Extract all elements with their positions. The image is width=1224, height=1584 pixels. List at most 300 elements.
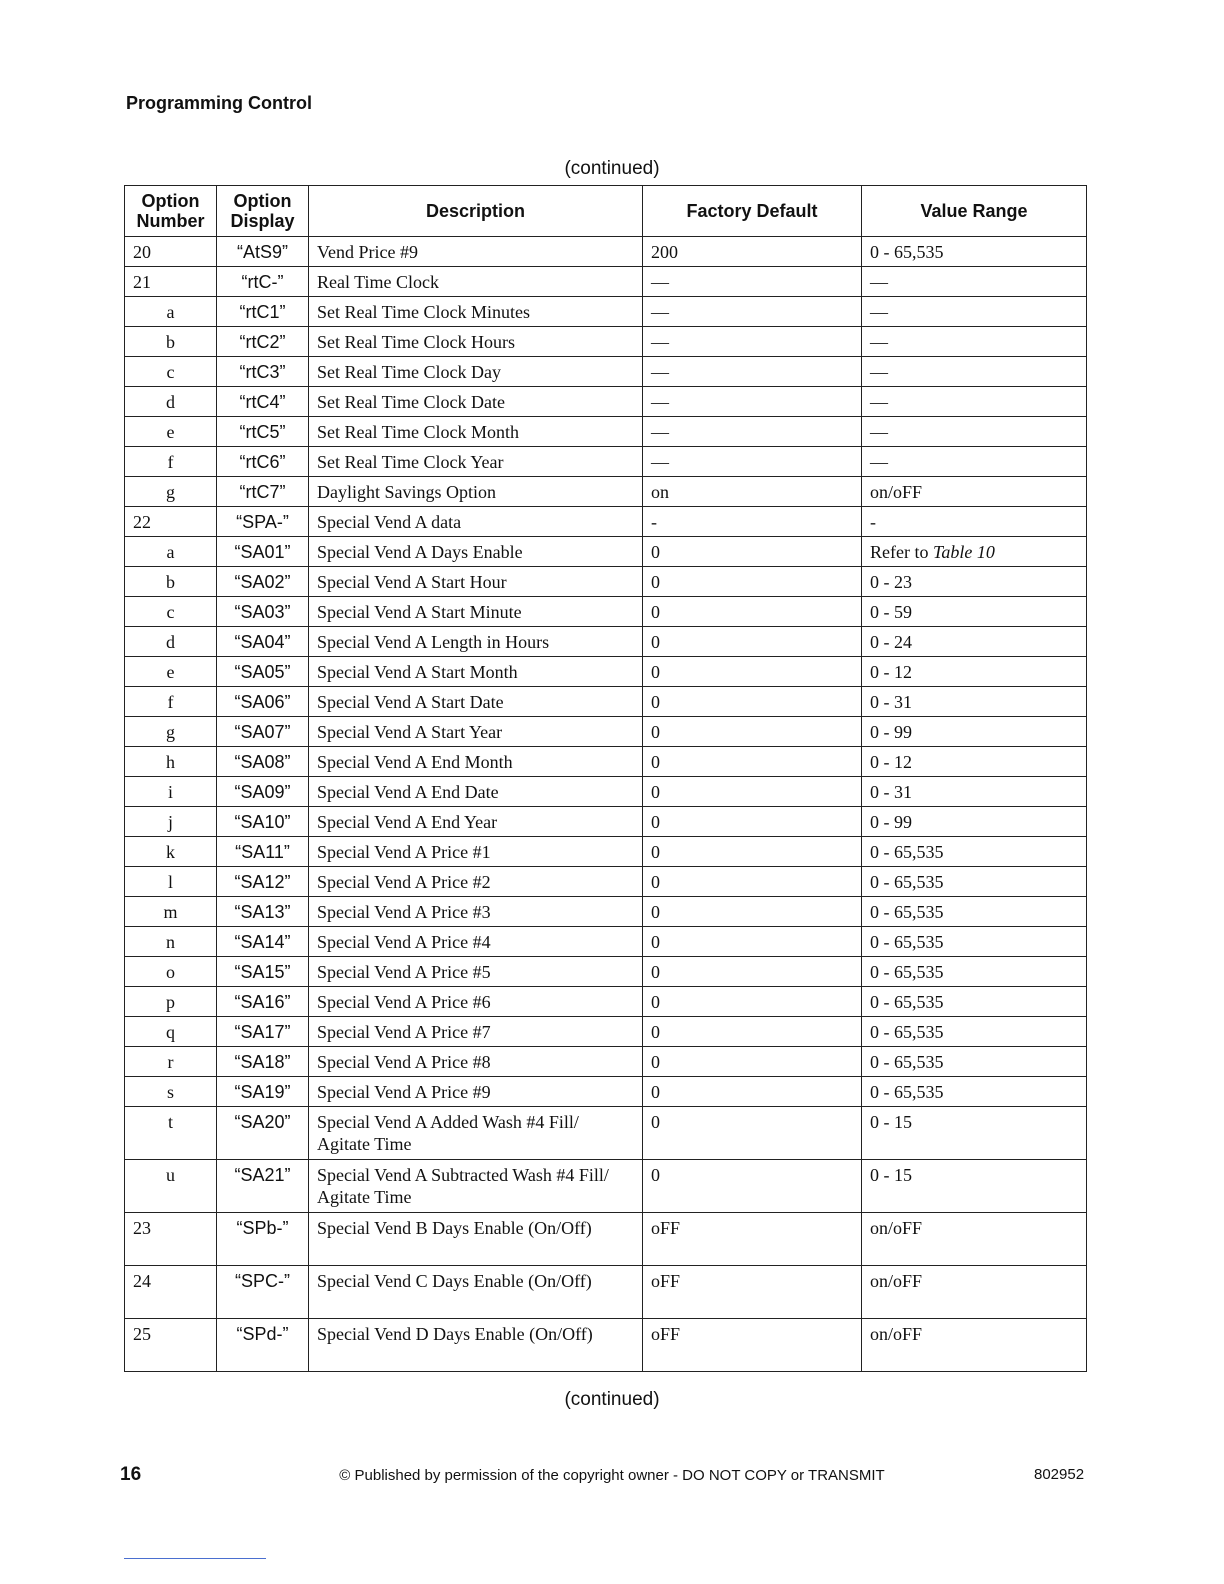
- table-row: [125, 1017, 1087, 1047]
- value-range-cell: [862, 267, 1087, 297]
- factory-default-cell: [643, 567, 862, 597]
- option-number-cell: [125, 957, 217, 987]
- factory-default-cell: [643, 687, 862, 717]
- option-display-cell-text: “rtC5”: [239, 422, 286, 442]
- description-cell-text: Set Real Time Clock Minutes: [317, 302, 531, 322]
- factory-default-cell-text: 0: [651, 722, 660, 742]
- description-cell: [309, 747, 643, 777]
- description-cell: [309, 357, 643, 387]
- table-row: [125, 627, 1087, 657]
- factory-default-cell-text: 0: [651, 572, 660, 592]
- option-display-cell-text: “SA16”: [234, 992, 291, 1012]
- option-display-cell-text: “SA11”: [235, 842, 290, 862]
- option-display-cell: [217, 597, 309, 627]
- factory-default-cell: [643, 1319, 862, 1372]
- value-range-cell-text: Refer to: [870, 542, 929, 562]
- description-cell-text: Vend Price #9: [317, 242, 418, 262]
- table-row: [125, 927, 1087, 957]
- table-row: [125, 477, 1087, 507]
- option-number-cell-text: m: [163, 902, 178, 922]
- value-range-cell-text: 0 - 65,535: [870, 992, 944, 1012]
- option-number-cell: [125, 747, 217, 777]
- factory-default-cell-text: 0: [651, 842, 660, 862]
- option-display-cell-text: “SA17”: [234, 1022, 291, 1042]
- description-cell-text: Set Real Time Clock Year: [317, 452, 504, 472]
- option-display-cell: [217, 267, 309, 297]
- option-number-cell: [125, 297, 217, 327]
- description-cell: [309, 717, 643, 747]
- value-range-cell: [862, 1017, 1087, 1047]
- value-range-cell: [862, 297, 1087, 327]
- option-display-cell-text: “rtC-”: [241, 272, 284, 292]
- description-cell: [309, 687, 643, 717]
- value-range-cell: [862, 747, 1087, 777]
- value-range-cell-text: —: [870, 362, 888, 382]
- option-number-cell-text: k: [166, 842, 175, 862]
- value-range-cell: [862, 837, 1087, 867]
- description-cell-text: Special Vend A Start Minute: [317, 602, 522, 622]
- description-cell-text: Special Vend A Days Enable: [317, 542, 523, 562]
- factory-default-cell-text: 0: [651, 782, 660, 802]
- option-number-cell-text: a: [166, 302, 175, 322]
- option-display-cell-text: “SA04”: [234, 632, 291, 652]
- description-cell: [309, 1213, 643, 1266]
- value-range-cell-text: on/oFF: [870, 482, 923, 502]
- factory-default-cell-text: —: [651, 452, 669, 472]
- description-cell-text: Special Vend A Start Month: [317, 662, 518, 682]
- option-number-cell-text: q: [166, 1022, 175, 1042]
- description-cell-text: Set Real Time Clock Month: [317, 422, 520, 442]
- value-range-cell: [862, 987, 1087, 1017]
- factory-default-cell-text: 0: [651, 1165, 660, 1185]
- value-range-cell-text: 0 - 15: [870, 1112, 912, 1132]
- factory-default-cell: [643, 357, 862, 387]
- description-cell: [309, 387, 643, 417]
- value-range-cell: [862, 597, 1087, 627]
- option-display-cell-text: “SA13”: [234, 902, 291, 922]
- table-row: [125, 1213, 1087, 1266]
- factory-default-cell-text: oFF: [651, 1218, 681, 1238]
- option-display-cell-text: “SPb-”: [236, 1218, 289, 1238]
- description-cell-text: Set Real Time Clock Day: [317, 362, 501, 382]
- value-range-cell: [862, 867, 1087, 897]
- factory-default-cell: [643, 1160, 862, 1213]
- factory-default-cell-text: —: [651, 392, 669, 412]
- description-cell: [309, 1107, 643, 1160]
- factory-default-cell-text: 0: [651, 692, 660, 712]
- option-number-cell: [125, 1077, 217, 1107]
- option-display-cell-text: “SPd-”: [236, 1324, 289, 1344]
- factory-default-cell-text: 0: [651, 902, 660, 922]
- factory-default-cell: [643, 297, 862, 327]
- table-row: [125, 867, 1087, 897]
- value-range-cell: [862, 657, 1087, 687]
- factory-default-cell: [643, 597, 862, 627]
- table-row: [125, 387, 1087, 417]
- option-number-cell-text: 25: [133, 1324, 151, 1344]
- factory-default-cell-text: oFF: [651, 1324, 681, 1344]
- option-number-cell-text: e: [166, 662, 175, 682]
- value-range-cell: [862, 447, 1087, 477]
- option-number-cell: [125, 537, 217, 567]
- factory-default-cell-text: 0: [651, 1082, 660, 1102]
- option-display-cell-text: “SA09”: [234, 782, 291, 802]
- option-number-cell-text: d: [166, 392, 175, 412]
- value-range-cell: [862, 687, 1087, 717]
- option-display-cell: [217, 237, 309, 267]
- option-display-cell: [217, 717, 309, 747]
- factory-default-cell-text: 0: [651, 872, 660, 892]
- table-row: [125, 687, 1087, 717]
- value-range-cell: [862, 1266, 1087, 1319]
- option-number-cell: [125, 327, 217, 357]
- value-range-cell: [862, 897, 1087, 927]
- option-display-cell-text: “SA01”: [234, 542, 291, 562]
- option-display-cell: [217, 537, 309, 567]
- value-range-cell: [862, 957, 1087, 987]
- option-number-cell: [125, 717, 217, 747]
- option-number-cell: [125, 657, 217, 687]
- value-range-cell-text: 0 - 23: [870, 572, 912, 592]
- option-display-cell: [217, 1160, 309, 1213]
- value-range-cell-text: 0 - 65,535: [870, 902, 944, 922]
- value-range-cell-text: 0 - 65,535: [870, 1052, 944, 1072]
- description-cell: [309, 1017, 643, 1047]
- option-display-cell-text: “SA05”: [234, 662, 291, 682]
- option-display-cell-text: “SA15”: [234, 962, 291, 982]
- option-display-cell: [217, 387, 309, 417]
- description-cell-text: Special Vend A Price #8: [317, 1052, 491, 1072]
- option-number-cell: [125, 1160, 217, 1213]
- factory-default-cell: [643, 627, 862, 657]
- description-cell: [309, 807, 643, 837]
- value-range-cell: [862, 357, 1087, 387]
- factory-default-cell-text: —: [651, 302, 669, 322]
- value-range-cell-text: 0 - 99: [870, 812, 912, 832]
- description-cell-text: Special Vend A End Year: [317, 812, 498, 832]
- option-display-cell: [217, 357, 309, 387]
- factory-default-cell-text: oFF: [651, 1271, 681, 1291]
- value-range-cell-text: 0 - 65,535: [870, 1082, 944, 1102]
- factory-default-cell-text: —: [651, 272, 669, 292]
- table-row: [125, 807, 1087, 837]
- description-cell-text: Special Vend D Days Enable (On/Off): [317, 1324, 593, 1344]
- description-cell-text: Special Vend A data: [317, 512, 462, 532]
- value-range-cell-text: 0 - 65,535: [870, 242, 944, 262]
- option-number-cell-text: g: [166, 482, 175, 502]
- option-display-cell-text: “SA07”: [234, 722, 291, 742]
- header-option-display: Option Display: [217, 186, 309, 237]
- option-number-cell-text: l: [167, 872, 173, 892]
- description-cell-text: Special Vend A Price #2: [317, 872, 491, 892]
- option-number-cell: [125, 687, 217, 717]
- option-number-cell-text: p: [166, 992, 175, 1012]
- table-row: [125, 567, 1087, 597]
- table-row: [125, 717, 1087, 747]
- value-range-cell: [862, 477, 1087, 507]
- value-range-cell: [862, 507, 1087, 537]
- value-range-cell-text: -: [870, 512, 876, 532]
- factory-default-cell-text: 0: [651, 812, 660, 832]
- factory-default-cell: [643, 987, 862, 1017]
- option-number-cell-text: f: [167, 692, 174, 712]
- factory-default-cell: [643, 387, 862, 417]
- continued-label-top: (continued): [564, 158, 660, 179]
- table-row: [125, 267, 1087, 297]
- factory-default-cell: [643, 747, 862, 777]
- description-cell-text: Special Vend A Subtracted Wash #4 Fill/ Agitate Time: [317, 1165, 609, 1207]
- page-edge-line: [124, 1558, 266, 1559]
- factory-default-cell-text: 0: [651, 1112, 660, 1132]
- factory-default-cell: [643, 327, 862, 357]
- option-display-cell-text: “SA19”: [234, 1082, 291, 1102]
- option-number-cell-text: b: [166, 572, 175, 592]
- option-display-cell: [217, 747, 309, 777]
- option-number-cell: [125, 1047, 217, 1077]
- factory-default-cell-text: 0: [651, 602, 660, 622]
- value-range-cell-text: 0 - 15: [870, 1165, 912, 1185]
- factory-default-cell-text: —: [651, 362, 669, 382]
- description-cell-text: Special Vend A Added Wash #4 Fill/ Agitate Time: [317, 1112, 579, 1154]
- option-number-cell-text: n: [166, 932, 175, 952]
- option-number-cell: [125, 627, 217, 657]
- option-number-cell-text: b: [166, 332, 175, 352]
- header-option-number: Option Number: [125, 186, 217, 237]
- value-range-cell: [862, 717, 1087, 747]
- value-range-cell-text: —: [870, 332, 888, 352]
- value-range-cell-text: 0 - 31: [870, 782, 912, 802]
- description-cell-text: Special Vend C Days Enable (On/Off): [317, 1271, 592, 1291]
- header-factory-default: Factory Default: [643, 186, 862, 237]
- table-row: [125, 1047, 1087, 1077]
- factory-default-cell-text: 0: [651, 1022, 660, 1042]
- factory-default-cell-text: 200: [651, 242, 678, 262]
- option-number-cell-text: c: [166, 362, 175, 382]
- description-cell: [309, 1077, 643, 1107]
- factory-default-cell: [643, 477, 862, 507]
- factory-default-cell: [643, 237, 862, 267]
- description-cell: [309, 1266, 643, 1319]
- option-number-cell-text: j: [167, 812, 173, 832]
- table-row: [125, 1266, 1087, 1319]
- option-number-cell: [125, 477, 217, 507]
- option-number-cell: [125, 387, 217, 417]
- description-cell: [309, 567, 643, 597]
- table-body: [125, 237, 1087, 1372]
- option-display-cell-text: “SA03”: [234, 602, 291, 622]
- table-row: [125, 747, 1087, 777]
- value-range-cell-text: 0 - 65,535: [870, 932, 944, 952]
- table-row: [125, 957, 1087, 987]
- description-cell-text: Special Vend A Price #5: [317, 962, 491, 982]
- value-range-cell-text: 0 - 65,535: [870, 962, 944, 982]
- option-number-cell-text: 23: [133, 1218, 151, 1238]
- factory-default-cell-text: 0: [651, 752, 660, 772]
- option-display-cell: [217, 957, 309, 987]
- factory-default-cell: [643, 1266, 862, 1319]
- option-display-cell-text: “SA14”: [234, 932, 291, 952]
- factory-default-cell: [643, 1047, 862, 1077]
- factory-default-cell-text: 0: [651, 662, 660, 682]
- value-range-cell-text: 0 - 59: [870, 602, 912, 622]
- description-cell: [309, 1160, 643, 1213]
- value-range-cell: [862, 1319, 1087, 1372]
- option-display-cell: [217, 1017, 309, 1047]
- description-cell-text: Special Vend A Price #4: [317, 932, 491, 952]
- option-number-cell: [125, 1107, 217, 1160]
- option-number-cell-text: e: [166, 422, 175, 442]
- table-row: [125, 987, 1087, 1017]
- option-display-cell-text: “rtC3”: [239, 362, 286, 382]
- value-range-cell-text: on/oFF: [870, 1324, 923, 1344]
- option-display-cell: [217, 777, 309, 807]
- description-cell: [309, 987, 643, 1017]
- value-range-cell-text: 0 - 31: [870, 692, 912, 712]
- option-number-cell: [125, 1266, 217, 1319]
- option-number-cell: [125, 447, 217, 477]
- option-number-cell-text: 20: [133, 242, 151, 262]
- option-display-cell: [217, 897, 309, 927]
- value-range-cell: [862, 807, 1087, 837]
- option-number-cell-text: i: [167, 782, 173, 802]
- section-title: Programming Control: [126, 93, 313, 113]
- option-display-cell: [217, 987, 309, 1017]
- option-display-cell-text: “SA10”: [234, 812, 291, 832]
- continued-label-bottom: (continued): [564, 1389, 660, 1410]
- factory-default-cell-text: 0: [651, 962, 660, 982]
- table-row: [125, 237, 1087, 267]
- factory-default-cell-text: —: [651, 422, 669, 442]
- value-range-cell: [862, 1160, 1087, 1213]
- factory-default-cell-text: 0: [651, 1052, 660, 1072]
- description-cell: [309, 957, 643, 987]
- description-cell: [309, 657, 643, 687]
- option-display-cell: [217, 1107, 309, 1160]
- option-number-cell-text: r: [167, 1052, 174, 1072]
- factory-default-cell: [643, 897, 862, 927]
- option-number-cell: [125, 1319, 217, 1372]
- option-display-cell: [217, 297, 309, 327]
- value-range-cell: [862, 417, 1087, 447]
- description-cell: [309, 837, 643, 867]
- factory-default-cell: [643, 807, 862, 837]
- factory-default-cell: [643, 927, 862, 957]
- description-cell-text: Special Vend A End Date: [317, 782, 499, 802]
- option-number-cell: [125, 987, 217, 1017]
- factory-default-cell-text: -: [651, 512, 657, 532]
- factory-default-cell: [643, 657, 862, 687]
- option-display-cell: [217, 447, 309, 477]
- option-number-cell: [125, 897, 217, 927]
- option-number-cell: [125, 837, 217, 867]
- description-cell-text: Special Vend A Price #9: [317, 1082, 491, 1102]
- option-display-cell: [217, 657, 309, 687]
- table-row: [125, 657, 1087, 687]
- table-row: [125, 537, 1087, 567]
- description-cell: [309, 1319, 643, 1372]
- option-display-cell-text: “AtS9”: [236, 242, 288, 262]
- table-row: [125, 1107, 1087, 1160]
- description-cell-text: Set Real Time Clock Date: [317, 392, 505, 412]
- value-range-cell-text: —: [870, 302, 888, 322]
- description-cell: [309, 867, 643, 897]
- option-display-cell-text: “rtC7”: [239, 482, 286, 502]
- option-display-cell: [217, 567, 309, 597]
- description-cell: [309, 627, 643, 657]
- option-display-cell-text: “rtC2”: [239, 332, 286, 352]
- value-range-cell-text: 0 - 65,535: [870, 842, 944, 862]
- table-row: [125, 1319, 1087, 1372]
- option-display-cell-text: “rtC6”: [239, 452, 286, 472]
- value-range-cell: [862, 537, 1087, 567]
- option-number-cell: [125, 777, 217, 807]
- factory-default-cell: [643, 537, 862, 567]
- option-display-cell: [217, 867, 309, 897]
- value-range-cell: [862, 927, 1087, 957]
- value-range-cell-text: —: [870, 272, 888, 292]
- option-number-cell: [125, 807, 217, 837]
- table-header-row: [125, 186, 1087, 237]
- factory-default-cell: [643, 777, 862, 807]
- factory-default-cell-text: on: [651, 482, 669, 502]
- table-row: [125, 327, 1087, 357]
- value-range-cell-text: 0 - 12: [870, 752, 912, 772]
- value-range-cell: [862, 777, 1087, 807]
- table-row: [125, 357, 1087, 387]
- option-number-cell-text: c: [166, 602, 175, 622]
- table-row: [125, 297, 1087, 327]
- table-row: [125, 897, 1087, 927]
- factory-default-cell-text: 0: [651, 992, 660, 1012]
- option-display-cell: [217, 1213, 309, 1266]
- page-number: 16: [120, 1464, 142, 1485]
- value-range-cell-text: on/oFF: [870, 1218, 923, 1238]
- option-display-cell-text: “SA02”: [234, 572, 291, 592]
- description-cell: [309, 897, 643, 927]
- table-row: [125, 507, 1087, 537]
- option-number-cell-text: u: [166, 1165, 175, 1185]
- factory-default-cell: [643, 1017, 862, 1047]
- factory-default-cell: [643, 1107, 862, 1160]
- option-number-cell-text: h: [166, 752, 175, 772]
- option-display-cell: [217, 507, 309, 537]
- option-display-cell-text: “SA08”: [234, 752, 291, 772]
- description-cell: [309, 267, 643, 297]
- factory-default-cell: [643, 957, 862, 987]
- option-display-cell: [217, 1077, 309, 1107]
- description-cell-text: Special Vend A Start Year: [317, 722, 503, 742]
- value-range-cell-text: 0 - 99: [870, 722, 912, 742]
- factory-default-cell: [643, 1213, 862, 1266]
- factory-default-cell: [643, 867, 862, 897]
- factory-default-cell-text: 0: [651, 542, 660, 562]
- value-range-cell: [862, 387, 1087, 417]
- value-range-cell: [862, 567, 1087, 597]
- factory-default-cell-text: 0: [651, 632, 660, 652]
- option-number-cell: [125, 417, 217, 447]
- description-cell: [309, 1047, 643, 1077]
- value-range-cell-text: on/oFF: [870, 1271, 923, 1291]
- table-row: [125, 837, 1087, 867]
- description-cell: [309, 927, 643, 957]
- value-range-cell-text: 0 - 65,535: [870, 872, 944, 892]
- description-cell: [309, 447, 643, 477]
- option-number-cell-text: t: [167, 1112, 173, 1132]
- table-row: [125, 1160, 1087, 1213]
- factory-default-cell: [643, 267, 862, 297]
- option-number-cell-text: 22: [133, 512, 151, 532]
- description-cell-text: Special Vend A End Month: [317, 752, 513, 772]
